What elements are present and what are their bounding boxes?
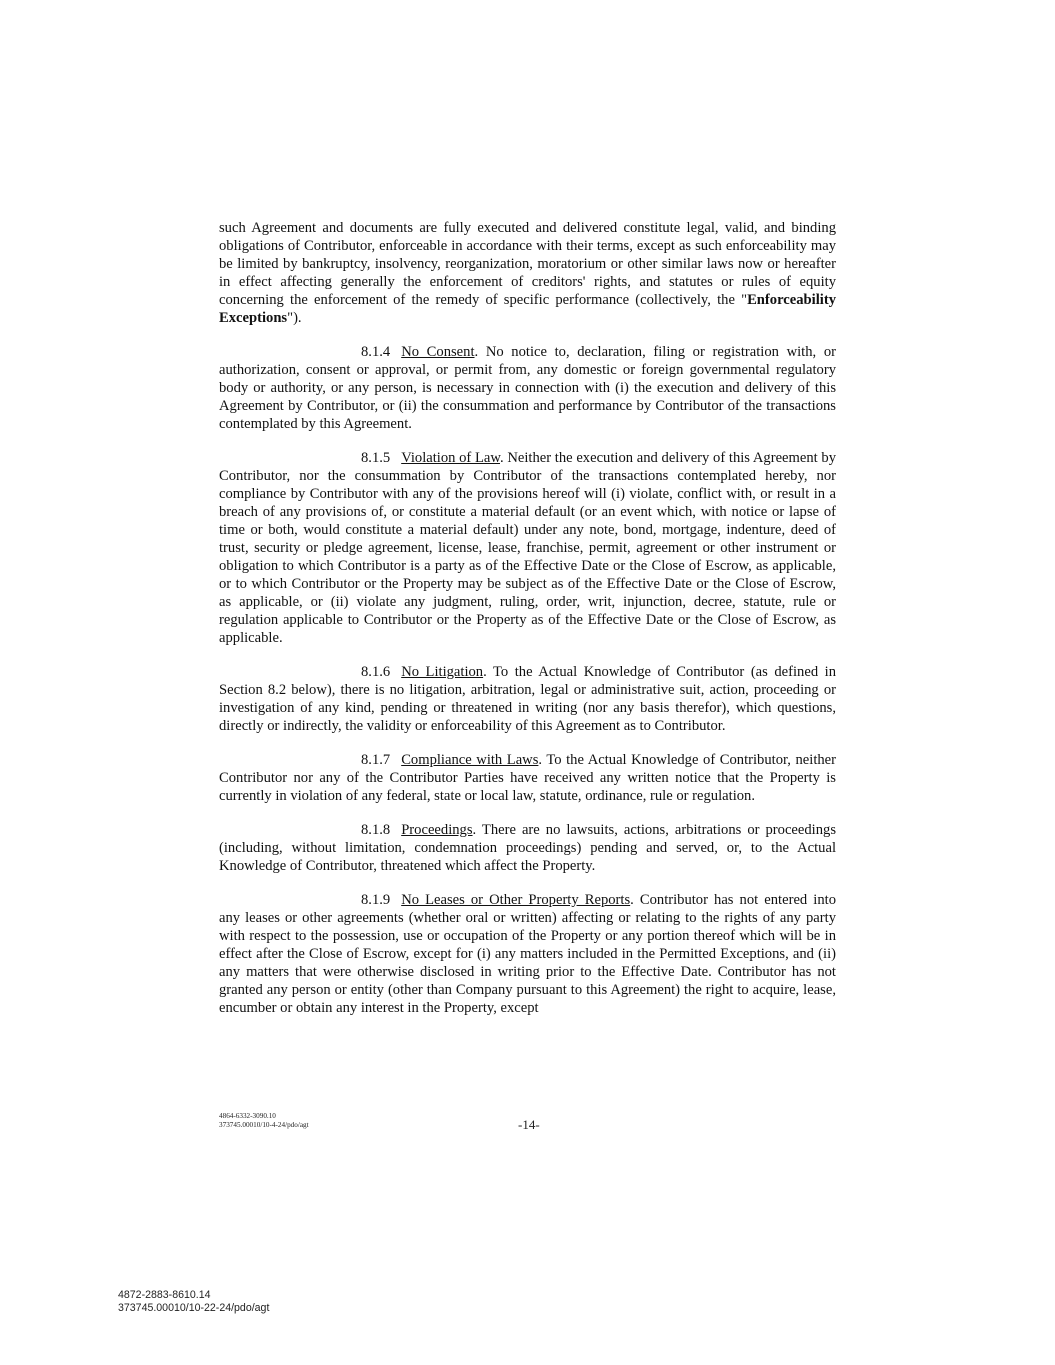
section-heading: No Leases or Other Property Reports (401, 892, 631, 908)
section-8-1-4 (219, 343, 836, 433)
intro-text-end: "). (287, 310, 302, 326)
section-text: . To the Actual Knowledge of Contributor (as defined in Section 8.2 below), there is no litigation, arbitration, legal or administrative suit, action, proceeding or investigation of any kind, pending or threatened in writing (nor any basis therefor), which questions, directly or indirectly, the validity or enforceability of this Agreement as to Contributor. (219, 664, 836, 734)
section-heading: No Consent (401, 344, 475, 360)
section-heading: Compliance with Laws (401, 752, 539, 768)
section-text: . Neither the execution and delivery of this Agreement by Contributor, nor the consummation by Contributor of the transactions contemplated hereby, nor compliance by Contributor with any of the provisions hereof will (i) violate, conflict with, or result in a breach of any provisions of, or constitute a material default (or an event which, with notice or lapse of time or both, would constitute a material default) under any note, bond, mortgage, indenture, deed of trust, security or pledge agreement, license, lease, franchise, permit, agreement or other instrument or obligation to which Contributor is a party as of the Effective Date or the Close of Escrow, as applicable, or to which Contributor or the Property may be subject as of the Effective Date or the Close of Escrow, as applicable, or (ii) violate any judgment, ruling, order, writ, injunction, decree, statute, rule or regulation applicable to Contributor or the Property as of the Effective Date or the Close of Escrow, as applicable. (219, 450, 836, 646)
page-number: -14- (518, 1117, 540, 1132)
footer-doc-id-line2: 373745.00010/10-4-24/pdo/agt (219, 1121, 309, 1129)
document-body (219, 219, 836, 1033)
section-8-1-5 (219, 449, 836, 647)
section-heading: No Litigation (401, 664, 484, 680)
section-number: 8.1.6 (361, 664, 391, 680)
stamp-line2: 373745.00010/10-22-24/pdo/agt (118, 1301, 270, 1314)
intro-text: such Agreement and documents are fully executed and delivered constitute legal, valid, and binding obligations of Contributor, enforceable in accordance with their terms, except as such enforceability may be limited by bankruptcy, insolvency, reorganization, moratorium or other similar laws now or hereafter in effect affecting generally the enforcement of creditors' rights, and statutes or rules of equity concerning the enforcement of the remedy of specific performance (collectively, the " (219, 220, 836, 308)
section-number: 8.1.5 (361, 450, 391, 466)
enforceability-exceptions-term: Enforceability Exceptions (219, 292, 836, 326)
section-8-1-7 (219, 751, 836, 805)
section-text: . There are no lawsuits, actions, arbitrations or proceedings (including, without limitation, condemnation proceedings) pending and served, or, to the Actual Knowledge of Contributor, threatened which affect the Property. (219, 822, 836, 874)
section-8-1-8 (219, 821, 836, 875)
section-8-1-9 (219, 891, 836, 1017)
section-number: 8.1.4 (361, 344, 391, 360)
section-text: . No notice to, declaration, filing or registration with, or authorization, consent or approval, or permit from, any domestic or foreign governmental regulatory body or authority, or any person, is necessary in connection with (i) the execution and delivery of this Agreement by Contributor, or (ii) the consummation and performance by Contributor of the transactions contemplated by this Agreement. (219, 344, 836, 432)
stamp-line1: 4872-2883-8610.14 (118, 1289, 211, 1301)
section-number: 8.1.9 (361, 892, 391, 908)
section-text: . Contributor has not entered into any leases or other agreements (whether oral or written) affecting or relating to the rights of any party with respect to the possession, use or occupation of the Property or any portion thereof which will be in effect after the Close of Escrow, except for (i) any matters included in the Permitted Exceptions, and (ii) any matters that were otherwise disclosed in writing prior to the Effective Date. Contributor has not granted any person or entity (other than Company pursuant to this Agreement) the right to acquire, lease, encumber or obtain any interest in the Property, except (219, 892, 836, 1016)
document-stamp (118, 1289, 269, 1314)
section-number: 8.1.7 (361, 752, 391, 768)
section-heading: Violation of Law (401, 450, 500, 466)
section-heading: Proceedings (401, 822, 473, 838)
footer-doc-id-line1: 4864-6332-3090.10 (219, 1112, 276, 1120)
intro-paragraph (219, 219, 836, 327)
section-number: 8.1.8 (361, 822, 391, 838)
section-8-1-6 (219, 663, 836, 735)
section-text: . To the Actual Knowledge of Contributor, neither Contributor nor any of the Contributor Parties have received any written notice that the Property is currently in violation of any federal, state or local law, statute, ordinance, rule or regulation. (219, 752, 837, 804)
footer-doc-id (219, 1112, 309, 1130)
